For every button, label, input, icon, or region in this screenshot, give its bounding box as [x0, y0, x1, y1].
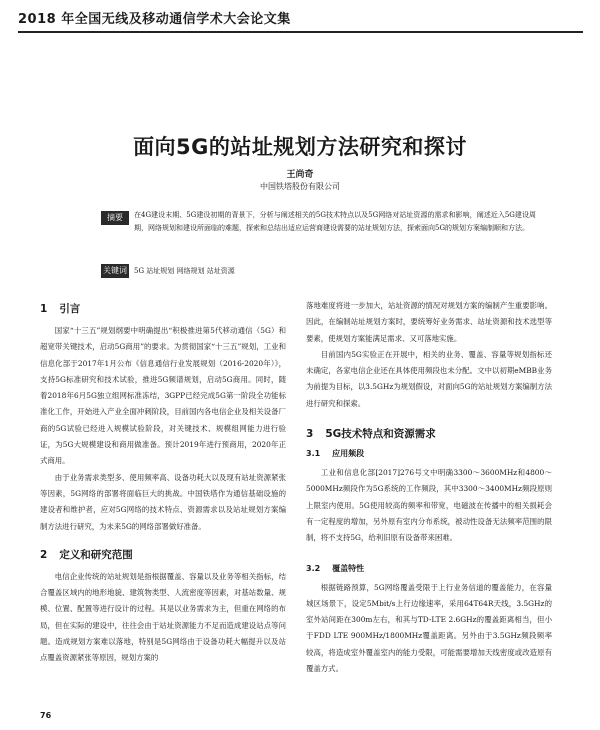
running-header: 2018 年全国无线及移动通信学术大会论文集 — [18, 8, 583, 33]
paragraph: 电信企业传统的站址规划是指根据覆盖、容量以及业务等相关指标，结合覆盖区域内的地形地貌、建筑物类型、人流密度等因素，对基站数量、规模、位置、配置等进行设计的过程。其是以业务需求为主，但重在网络的布局，但在实际的建设中，往往会由于站址资源能力不足而造成建设站点等问题。造成规划方案难以落地，特别是5G网络由于设备功耗大幅提升以及站点覆盖资源紧张等原因，规划方案的 — [40, 571, 286, 663]
subsection-3-2-heading — [306, 563, 552, 574]
paragraph: 工业和信息化部[2017]276号文中明确3300～3600MHz和4800～5000MHz频段作为5G系统的工作频段，其中3300～3400MHz频段原则上限室内使用。5G使用较高的频率和带宽，电磁波在传播中的相关损耗会有一定程度的增加，另外原有室内分布系统，被动性设备无法频率范围的限制，将不支持5G，给利旧原有设备带来困难。 — [306, 468, 552, 543]
author-name: 王尚奇 — [286, 170, 314, 180]
section-number: 3 — [306, 428, 314, 441]
subsection-number: 3.2 — [306, 563, 321, 573]
left-column — [40, 298, 286, 667]
paragraph: 由于业务需求类型多、使用频率高、设备功耗大以及现有站址资源紧张等因素，5G网络的部署将面临巨大的挑战。中国铁塔作为通信基础设施的建设者和维护者，应对5G网络的技术特点、资源需求以及站址规划方案编制方法进行研究，为未来5G的网络部署做好准备。 — [40, 472, 286, 531]
abstract-text: 在4G建设末期、5G建设初期的背景下，分析与阐述相关的5G技术特点以及5G网络对站址资源的需求和影响，阐述近入5G建设周期，网络规划和建设所面临的难题，探索和总结出适应运营商建设需要的站址规划方法，探索面向5G的规划方案编制顺和方法。 — [134, 211, 536, 232]
subsection-title: 应用频段 — [332, 449, 365, 459]
section-2-heading — [40, 547, 286, 562]
keywords-label: 关键词 — [101, 264, 129, 278]
section-title: 5G技术特点和资源需求 — [325, 428, 436, 441]
paper-title: 面向5G的站址规划方法研究和探讨 — [133, 135, 467, 159]
right-column — [306, 298, 552, 677]
section-title: 引言 — [59, 303, 81, 315]
section-number: 1 — [40, 303, 48, 315]
paragraph: 根据链路预算，5G网络覆盖受限于上行业务信道的覆盖能力，在容量城区场景下，设定5Mbit/s上行边缘速率，采用64T64R天线，3.5GHz的室外站间距在300m左右，和其与TD-LTE 2.6GHz的覆盖距离相当，但小于FDD LTE 900MHz/1800MHz覆盖距离。另外由于3.5GHz频段频率较高，将造成室外覆盖室内的能力受限，可能需要增加天线密度或改造原有覆盖方式。 — [306, 582, 552, 674]
section-number: 2 — [40, 548, 48, 561]
subsection-3-1-heading — [306, 448, 552, 459]
section-3-heading — [306, 426, 552, 441]
paragraph: 落地难度将进一步加大，站址资源的情况对规划方案的编制产生重要影响。因此，在编制站址规划方案时，要统筹好业务需求、站址资源和技术选型等要素，使规划方案能满足需求、又可落地实施。 — [306, 301, 552, 343]
author-affiliation: 中国铁塔股份有限公司 — [260, 182, 340, 191]
keywords-text: 5G 站址规划 网络规划 站址资源 — [134, 267, 235, 275]
paragraph: 国家“十三五”规划纲要中明确提出“积极推进第5代移动通信（5G）和超宽带关键技术，启动5G商用”的要求。为贯彻国家“十三五”规划，工业和信息化部于2017年1月公布《信息通信行业发展规划（2016-2020年）》，支持5G标准研究和技术试验，推进5G频谱规划，启动5G商用。同时，随着2018年6月5G独立组网标准冻结，3GPP已经完成5G第一阶段全功能标准化工作，开始进入产业全面冲刺阶段，目前国内各电信企业及相关设备厂商的5G试验已经进入规模试验阶段，对关键技术、规模组网能力进行验证，为5G大规模建设和商用做准备。预计2019年进行预商用，2020年正式商用。 — [40, 326, 286, 466]
section-1-heading — [40, 301, 286, 316]
page-number: 76 — [40, 711, 52, 720]
subsection-number: 3.1 — [306, 449, 321, 459]
paragraph: 目前国内5G实验正在开展中，相关的业务、覆盖、容量等规划指标还未确定，各家电信企业还在具体使用频段也未分配。文中以初期eMBB业务为前提为目标，以3.5GHz为规划假设，对面向5G的站址规划方案编制方法进行研究和探索。 — [306, 349, 552, 408]
section-title: 定义和研究范围 — [59, 548, 133, 561]
abstract-label: 摘要 — [101, 211, 129, 225]
subsection-title: 覆盖特性 — [332, 563, 365, 573]
